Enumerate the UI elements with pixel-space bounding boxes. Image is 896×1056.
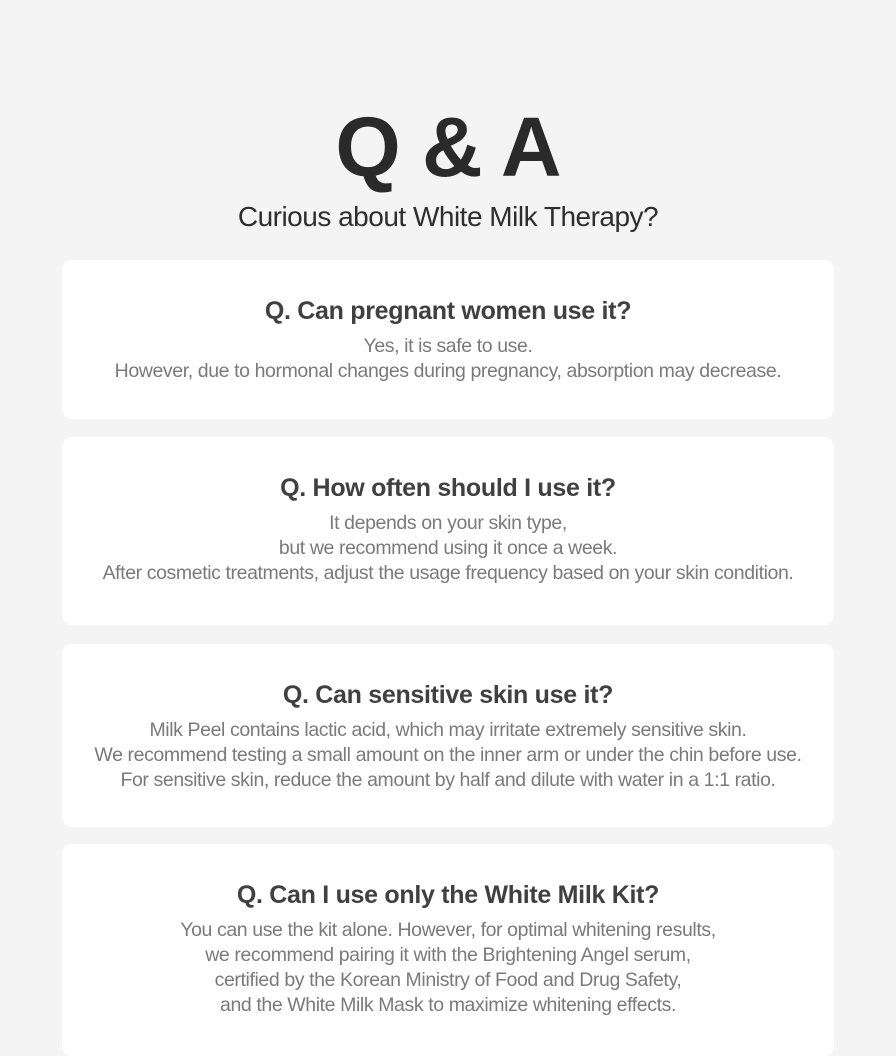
faq-answer bbox=[62, 718, 834, 793]
faq-answer bbox=[62, 511, 834, 586]
faq-question: Q. Can I use only the White Milk Kit? bbox=[236, 881, 660, 909]
faq-answer-line: For sensitive skin, reduce the amount by half and dilute with water in a 1:1 ratio. bbox=[120, 769, 776, 791]
faq-answer-line: we recommend pairing it with the Brightening Angel serum, bbox=[205, 944, 691, 966]
faq-card bbox=[62, 844, 834, 1056]
faq-question: Q. Can sensitive skin use it? bbox=[282, 681, 614, 709]
page-title: Q & A bbox=[335, 100, 561, 194]
faq-answer-line: but we recommend using it once a week. bbox=[278, 537, 618, 559]
faq-card bbox=[62, 644, 834, 827]
faq-answer-line: It depends on your skin type, bbox=[329, 512, 567, 534]
faq-card bbox=[62, 260, 834, 419]
faq-answer bbox=[62, 334, 834, 384]
faq-question: Q. Can pregnant women use it? bbox=[264, 297, 632, 325]
page-subtitle: Curious about White Milk Therapy? bbox=[237, 201, 659, 232]
faq-answer-line: You can use the kit alone. However, for optimal whitening results, bbox=[180, 919, 716, 941]
faq-answer-line: Milk Peel contains lactic acid, which may irritate extremely sensitive skin. bbox=[149, 719, 747, 741]
faq-answer-line: After cosmetic treatments, adjust the usage frequency based on your skin condition. bbox=[102, 562, 794, 584]
faq-answer-line: We recommend testing a small amount on the inner arm or under the chin before use. bbox=[94, 744, 802, 766]
faq-answer-line: and the White Milk Mask to maximize whitening effects. bbox=[220, 994, 676, 1016]
faq-answer-line: However, due to hormonal changes during pregnancy, absorption may decrease. bbox=[114, 360, 782, 382]
faq-card bbox=[62, 437, 834, 625]
faq-answer-line: certified by the Korean Ministry of Food and Drug Safety, bbox=[214, 969, 682, 991]
faq-answer bbox=[62, 918, 834, 1018]
faq-question: Q. How often should I use it? bbox=[280, 474, 616, 502]
faq-answer-line: Yes, it is safe to use. bbox=[363, 335, 533, 357]
